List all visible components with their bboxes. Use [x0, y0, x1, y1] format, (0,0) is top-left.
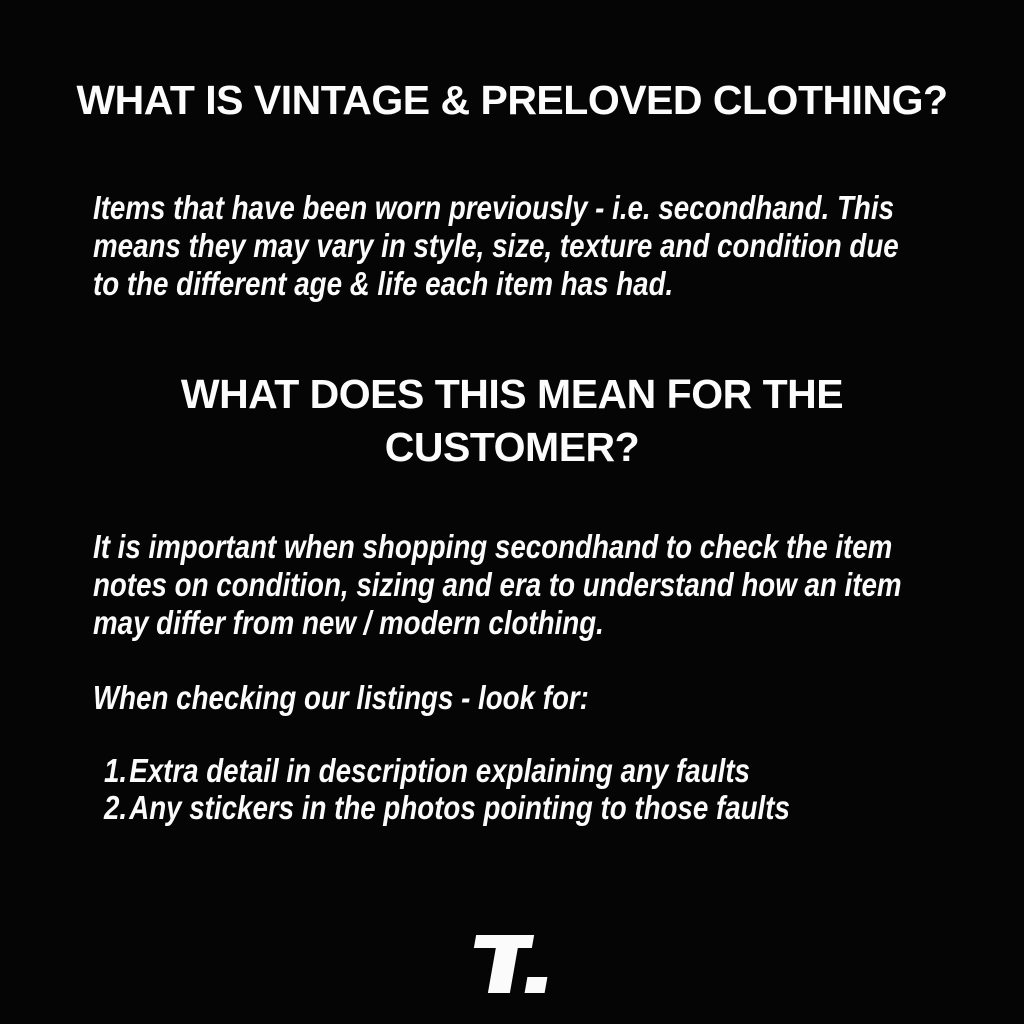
intro-paragraph: [93, 189, 899, 303]
logo-t-dot: [525, 977, 548, 993]
list-item-number: 1.: [104, 752, 128, 789]
sub-heading-line-1: WHAT DOES THIS MEAN FOR THE: [180, 371, 844, 417]
list-item-text: Extra detail in description explaining any faults: [129, 752, 750, 789]
list-item: [104, 789, 790, 826]
brand-logo-t: [475, 935, 555, 995]
sub-heading-line-2: CUSTOMER?: [384, 424, 640, 470]
intro-line-2: means they may vary in style, size, texture and condition due: [93, 227, 899, 264]
listings-intro: When checking our listings - look for:: [93, 679, 589, 716]
intro-line-3: to the different age & life each item has had.: [93, 265, 674, 302]
list-item-text: Any stickers in the photos pointing to those faults: [129, 789, 790, 826]
list-item: [104, 752, 790, 789]
sub-heading: [0, 368, 1024, 474]
list-item-number: 2.: [104, 789, 128, 826]
checklist: [104, 752, 790, 826]
intro-line-1: Items that have been worn previously - i.e. secondhand. This: [93, 189, 894, 226]
main-heading: WHAT IS VINTAGE & PRELOVED CLOTHING?: [76, 77, 948, 123]
customer-line-2: notes on condition, sizing and era to understand how an item: [93, 566, 902, 603]
customer-paragraph: [93, 528, 902, 642]
customer-line-3: may differ from new / modern clothing.: [93, 604, 604, 641]
customer-line-1: It is important when shopping secondhand to check the item: [93, 528, 893, 565]
